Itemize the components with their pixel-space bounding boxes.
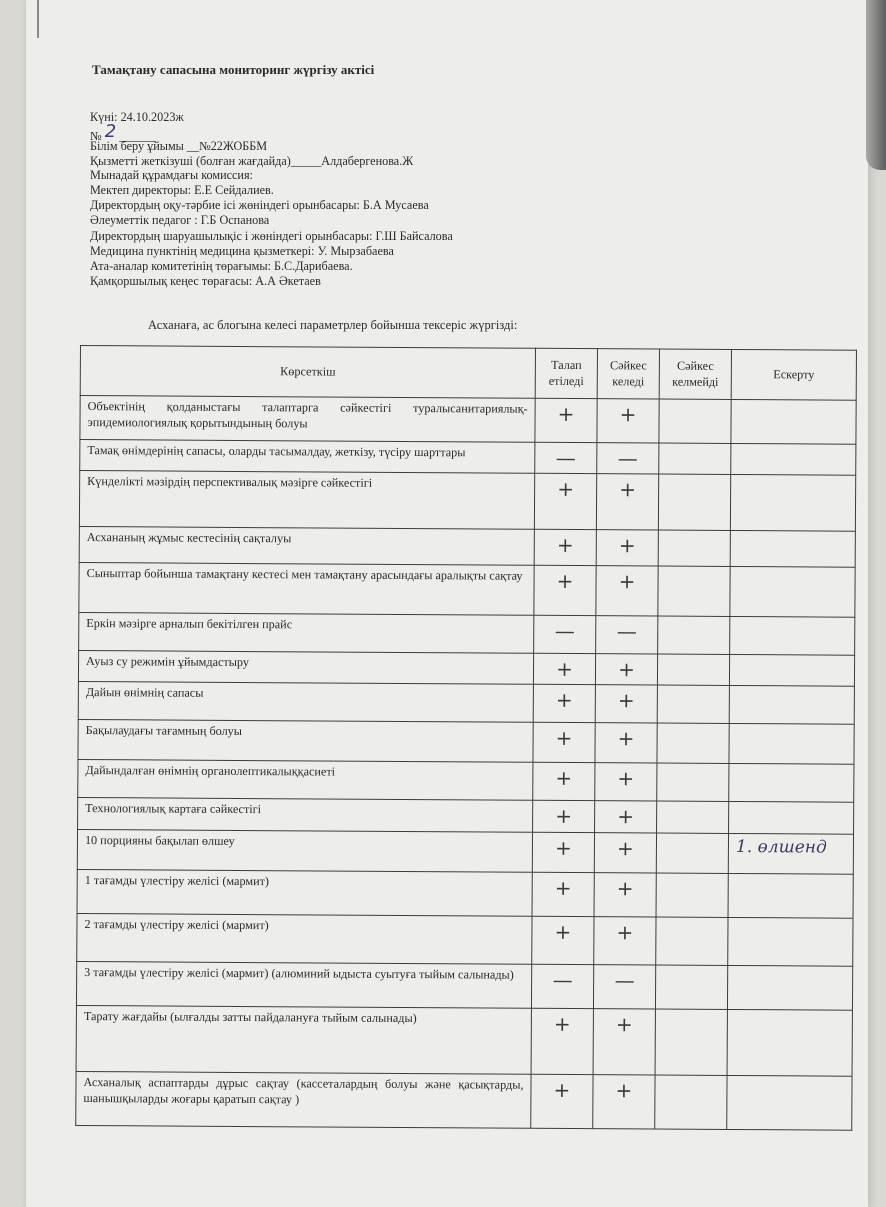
row-not-complies-mark xyxy=(657,763,729,801)
row-indicator: Ауыз су режимін ұйымдастыру xyxy=(78,650,533,684)
row-not-complies-mark xyxy=(658,616,730,654)
header-indicator: Көрсеткіш xyxy=(80,346,535,399)
row-note xyxy=(728,917,853,966)
row-indicator: Тамақ өнімдерінің сапасы, оларды тасымалдау, жеткізу, түсіру шарттары xyxy=(80,440,535,474)
background-object xyxy=(866,0,886,170)
table-row xyxy=(78,681,854,724)
row-complies-mark: + xyxy=(595,763,657,801)
row-indicator: Дайындалған өнімнің органолептикалыққасиеті xyxy=(78,759,533,800)
row-required-mark: — xyxy=(535,442,597,473)
table-row xyxy=(80,440,856,476)
row-note xyxy=(729,763,854,802)
row-indicator: Сыныптар бойынша тамақтану кестесі мен тамақтану арасындағы аралықты сақтау xyxy=(79,562,534,615)
row-not-complies-mark xyxy=(657,723,729,763)
school-line: Білім беру ұйымы __№22ЖОББМ xyxy=(90,139,268,153)
table-row xyxy=(78,759,854,802)
row-complies-mark: — xyxy=(597,443,659,474)
row-required-mark: — xyxy=(534,615,596,653)
header-complies: Сәйкес келеді xyxy=(597,349,659,399)
row-complies-mark: + xyxy=(595,654,657,685)
row-complies-mark: + xyxy=(593,1009,655,1075)
row-required-mark: + xyxy=(532,916,594,964)
page-edge-line xyxy=(37,0,39,38)
row-not-complies-mark xyxy=(655,1075,727,1129)
table-row xyxy=(77,829,853,874)
number-underline: ______ xyxy=(119,129,156,143)
row-not-complies-mark xyxy=(658,530,730,566)
row-not-complies-mark xyxy=(656,873,728,917)
row-required-mark: + xyxy=(534,473,596,529)
row-indicator: Технологиялық картаға сәйкестігі xyxy=(78,797,533,832)
row-required-mark: + xyxy=(533,684,595,722)
row-not-complies-mark xyxy=(659,399,731,443)
row-note xyxy=(727,1075,852,1130)
row-indicator: Дайын өнімнің сапасы xyxy=(78,681,533,722)
row-required-mark: + xyxy=(535,398,597,442)
row-not-complies-mark xyxy=(656,833,728,873)
row-indicator: Объектінің қолданыстағы талаптарга сәйкестігі туралысанитариялық-эпидемиологиялық қорытындының болуы xyxy=(80,396,535,443)
table-row xyxy=(76,961,852,1010)
row-not-complies-mark xyxy=(655,1009,727,1075)
row-required-mark: + xyxy=(531,1008,593,1074)
intro-text: Асханаға, ас блогына келесі параметрлер бойынша тексеріс жүргізді: xyxy=(148,318,518,332)
supplier-line: Қызметті жеткізуші (болған жағдайда)_____Алдабергенова.Ж xyxy=(90,154,414,168)
table-row xyxy=(76,1005,852,1076)
row-not-complies-mark xyxy=(658,474,730,530)
row-required-mark: + xyxy=(531,1074,593,1128)
member-director: Мектеп директоры: Е.Е Сейдалиев. xyxy=(90,183,274,197)
row-note xyxy=(729,723,854,764)
table-header-row xyxy=(80,346,856,401)
row-note xyxy=(729,685,854,724)
row-note xyxy=(729,654,854,686)
row-not-complies-mark xyxy=(657,654,729,685)
table-row xyxy=(77,869,853,918)
member-trustees: Қамқоршылық кеңес төрағасы: А.А Әкетаев xyxy=(90,274,321,288)
row-indicator: 10 порцияны бақылап өлшеу xyxy=(77,829,532,872)
row-note xyxy=(730,530,855,567)
row-complies-mark: + xyxy=(595,801,657,833)
row-note xyxy=(727,965,852,1010)
table-row xyxy=(77,913,853,966)
row-not-complies-mark xyxy=(658,566,730,616)
row-complies-mark: + xyxy=(595,723,657,763)
member-social-pedagog: Әлеуметтік педагог : Г.Б Оспанова xyxy=(90,213,270,227)
row-complies-mark: + xyxy=(597,399,659,443)
row-required-mark: + xyxy=(534,565,596,615)
row-note-handwritten: 1. өлшенд xyxy=(728,833,853,874)
row-required-mark: + xyxy=(534,529,596,565)
member-deputy-education: Директордың оқу-тәрбие ісі жөніндегі орынбасары: Б.А Мусаева xyxy=(90,198,429,212)
row-not-complies-mark xyxy=(655,965,727,1009)
inspection-table xyxy=(75,345,857,1131)
row-complies-mark: + xyxy=(595,685,657,723)
row-indicator: Бақылаудағы тағамның болуы xyxy=(78,719,533,762)
date-line: Күні: 24.10.2023ж xyxy=(90,110,184,124)
row-not-complies-mark xyxy=(656,917,728,965)
member-medical: Медицина пунктінің медицина қызметкері: У. Мырзабаева xyxy=(90,244,394,258)
row-note xyxy=(730,566,855,617)
row-indicator: 3 тағамды үлестіру желісі (мармит) (алюминий ыдыста суытуға тыйым салынады) xyxy=(76,961,531,1008)
row-indicator: Асханалық аспаптарды дұрыс сақтау (кассеталардың болуы және қасықтарды, шанышқыларды жоғары қаратып сақтау ) xyxy=(76,1071,531,1128)
header-required: Талап етіледі xyxy=(535,348,597,398)
table-row xyxy=(78,719,854,764)
row-required-mark: + xyxy=(532,872,594,916)
row-note xyxy=(727,1009,852,1076)
document-title: Тамақтану сапасына мониторинг жүргізу актісі xyxy=(92,62,375,77)
row-note xyxy=(728,873,853,918)
row-required-mark: + xyxy=(532,832,594,872)
row-not-complies-mark xyxy=(657,801,729,833)
row-complies-mark: + xyxy=(594,873,656,917)
row-note xyxy=(730,474,855,531)
row-indicator: 1 тағамды үлестіру желісі (мармит) xyxy=(77,869,532,916)
row-note xyxy=(730,616,855,655)
row-required-mark: + xyxy=(533,800,595,832)
row-required-mark: + xyxy=(533,722,595,762)
row-indicator: Асхананың жұмыс кестесінің сақталуы xyxy=(79,526,534,565)
row-required-mark: + xyxy=(533,762,595,800)
row-complies-mark: + xyxy=(594,833,656,873)
row-complies-mark: — xyxy=(596,616,658,654)
row-required-mark: + xyxy=(533,653,595,684)
row-complies-mark: + xyxy=(593,1075,655,1129)
table-row xyxy=(79,471,855,532)
member-parents: Ата-аналар комитетінің төрағымы: Б.С.Дарибаева. xyxy=(90,259,353,273)
row-note xyxy=(731,399,856,444)
row-complies-mark: + xyxy=(596,566,658,616)
table-row xyxy=(78,650,854,686)
row-complies-mark: + xyxy=(596,530,658,566)
number-prefix: № xyxy=(90,129,102,143)
row-not-complies-mark xyxy=(657,685,729,723)
row-indicator: Күнделікті мәзірдің перспективалық мәзірге сәйкестігі xyxy=(79,471,534,530)
row-complies-mark: + xyxy=(594,917,656,965)
table-row xyxy=(80,396,856,445)
row-required-mark: — xyxy=(531,964,593,1008)
member-deputy-economic: Директордың шаруашылықіс і жөніндегі орынбасары: Г.Ш Байсалова xyxy=(90,229,453,243)
table-row xyxy=(79,526,855,567)
row-indicator: Еркін мәзірге арналып бекітілген прайс xyxy=(79,612,534,653)
header-note: Ескерту xyxy=(731,349,856,400)
row-complies-mark: + xyxy=(596,474,658,530)
row-note xyxy=(731,443,856,475)
row-note xyxy=(729,801,854,834)
table-row xyxy=(78,797,854,834)
table-row xyxy=(76,1071,852,1130)
row-not-complies-mark xyxy=(659,443,731,474)
header-not-complies: Сәйкес келмейді xyxy=(659,349,731,399)
row-indicator: 2 тағамды үлестіру желісі (мармит) xyxy=(77,913,532,964)
table-row xyxy=(79,562,855,617)
commission-line: Мынадай құрамдағы комиссия: xyxy=(90,168,253,182)
number-handwritten: 2 xyxy=(104,121,117,142)
row-complies-mark: — xyxy=(593,965,655,1009)
row-indicator: Тарату жағдайы (ылғалды затты пайдалануға тыйым салынады) xyxy=(76,1005,531,1074)
table-row xyxy=(79,612,855,655)
